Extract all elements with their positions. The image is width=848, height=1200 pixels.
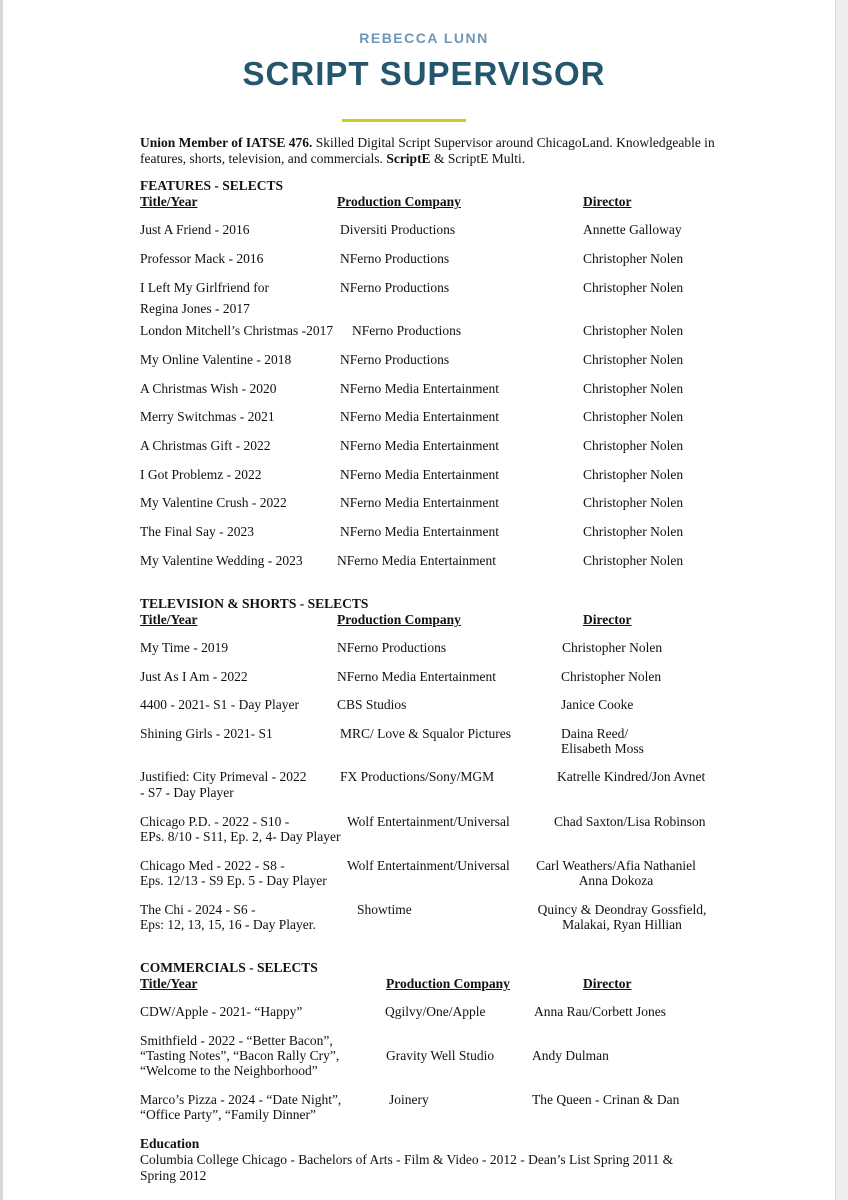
row-company: NFerno Media Entertainment [340, 381, 499, 396]
row-director: Christopher Nolen [583, 251, 684, 266]
row-director-line2: Elisabeth Moss [561, 741, 644, 756]
row-title-line2: - S7 - Day Player [140, 785, 234, 800]
row-title: Justified: City Primeval - 2022 [140, 769, 307, 784]
television-col-title: Title/Year [140, 612, 198, 627]
row-title-line2: Eps: 12, 13, 15, 16 - Day Player. [140, 917, 316, 932]
row-title: My Valentine Crush - 2022 [140, 495, 287, 510]
row-director: Christopher Nolen [562, 640, 663, 655]
job-title: SCRIPT SUPERVISOR [242, 55, 606, 92]
intro-text-b: & ScriptE Multi. [430, 151, 526, 166]
row-title: My Valentine Wedding - 2023 [140, 553, 303, 568]
features-col-director: Director [583, 194, 632, 209]
row-company: CBS Studios [337, 697, 407, 712]
row-director: Christopher Nolen [583, 467, 684, 482]
row-title: Just As I Am - 2022 [140, 669, 248, 684]
row-director: Christopher Nolen [583, 495, 684, 510]
row-director: Chad Saxton/Lisa Robinson [554, 814, 706, 829]
row-title-line2: EPs. 8/10 - S11, Ep. 2, 4- Day Player [140, 829, 341, 844]
features-col-company: Production Company [337, 194, 461, 209]
row-director: Christopher Nolen [583, 438, 684, 453]
row-title: My Online Valentine - 2018 [140, 352, 292, 367]
television-col-director: Director [583, 612, 632, 627]
row-director: Andy Dulman [532, 1048, 609, 1063]
commercials-col-director: Director [583, 976, 632, 991]
row-company: NFerno Productions [337, 640, 447, 655]
row-director: Carl Weathers/Afia Nathaniel [536, 858, 696, 873]
row-company: NFerno Media Entertainment [340, 409, 499, 424]
row-company: NFerno Productions [340, 280, 450, 295]
row-company: Showtime [357, 902, 412, 917]
row-company: NFerno Media Entertainment [340, 524, 499, 539]
row-title-line2: Eps. 12/13 - S9 Ep. 5 - Day Player [140, 873, 327, 888]
commercials-col-company: Production Company [386, 976, 510, 991]
page-edge-left [0, 0, 3, 1200]
row-director-line2: Anna Dokoza [578, 873, 654, 888]
row-title: Shining Girls - 2021- S1 [140, 726, 273, 741]
row-title: Merry Switchmas - 2021 [140, 409, 275, 424]
row-title-line2: “Tasting Notes”, “Bacon Rally Cry”, [140, 1048, 340, 1063]
row-director: Christopher Nolen [583, 323, 684, 338]
television-heading: TELEVISION & SHORTS - SELECTS [140, 596, 369, 611]
row-title: A Christmas Gift - 2022 [140, 438, 271, 453]
row-director: Annette Galloway [583, 222, 682, 237]
education-heading: Education [140, 1136, 200, 1151]
row-company: Joinery [389, 1092, 429, 1107]
row-title: The Final Say - 2023 [140, 524, 254, 539]
row-company: NFerno Media Entertainment [340, 467, 499, 482]
row-director: Christopher Nolen [561, 669, 662, 684]
row-title: The Chi - 2024 - S6 - [140, 902, 256, 917]
row-director: Christopher Nolen [583, 381, 684, 396]
row-title: I Got Problemz - 2022 [140, 467, 262, 482]
row-company: NFerno Productions [340, 352, 450, 367]
commercials-col-title: Title/Year [140, 976, 198, 991]
row-title: Marco’s Pizza - 2024 - “Date Night”, [140, 1092, 342, 1107]
candidate-name: REBECCA LUNN [359, 30, 489, 46]
row-title: I Left My Girlfriend for [140, 280, 269, 295]
row-title: Professor Mack - 2016 [140, 251, 264, 266]
page-edge-right [835, 0, 848, 1200]
row-company: Qgilvy/One/Apple [385, 1004, 486, 1019]
row-title: Chicago Med - 2022 - S8 - [140, 858, 285, 873]
row-title: My Time - 2019 [140, 640, 229, 655]
row-director: Christopher Nolen [583, 352, 684, 367]
row-company: NFerno Media Entertainment [340, 495, 499, 510]
television-col-company: Production Company [337, 612, 461, 627]
row-company: NFerno Media Entertainment [340, 438, 499, 453]
row-director: Christopher Nolen [583, 409, 684, 424]
intro-bold-lead: Union Member of IATSE 476. [140, 135, 313, 150]
row-company: FX Productions/Sony/MGM [340, 769, 495, 784]
row-director: The Queen - Crinan & Dan [532, 1092, 680, 1107]
features-col-title: Title/Year [140, 194, 198, 209]
row-title: Smithfield - 2022 - “Better Bacon”, [140, 1033, 333, 1048]
row-company: NFerno Productions [340, 251, 450, 266]
commercials-heading: COMMERCIALS - SELECTS [140, 960, 318, 975]
row-director-line2: Malakai, Ryan Hillian [562, 917, 682, 932]
row-director: Christopher Nolen [583, 280, 684, 295]
row-title: A Christmas Wish - 2020 [140, 381, 277, 396]
row-director: Anna Rau/Corbett Jones [534, 1004, 666, 1019]
row-company: Wolf Entertainment/Universal [347, 814, 510, 829]
intro-bold-scripte: ScriptE [386, 151, 431, 166]
intro-paragraph [140, 135, 740, 167]
row-company: NFerno Media Entertainment [337, 553, 496, 568]
row-company: NFerno Productions [352, 323, 462, 338]
row-company: Diversiti Productions [340, 222, 456, 237]
row-director: Christopher Nolen [583, 524, 684, 539]
features-heading: FEATURES - SELECTS [140, 178, 284, 193]
row-company: Gravity Well Studio [386, 1048, 495, 1063]
row-company: MRC/ Love & Squalor Pictures [340, 726, 511, 741]
row-title: Chicago P.D. - 2022 - S10 - [140, 814, 290, 829]
education-text: Columbia College Chicago - Bachelors of Arts - Film & Video - 2012 - Dean’s List Spring 2011 & Spring 2012 [140, 1152, 674, 1183]
row-director: Janice Cooke [561, 697, 634, 712]
accent-divider [342, 119, 466, 122]
row-director: Christopher Nolen [583, 553, 684, 568]
row-title-line3: “Welcome to the Neighborhood” [140, 1063, 318, 1078]
row-title: CDW/Apple - 2021- “Happy” [140, 1004, 303, 1019]
row-company: NFerno Media Entertainment [337, 669, 496, 684]
row-title-line2: “Office Party”, “Family Dinner” [140, 1107, 316, 1122]
row-director: Katrelle Kindred/Jon Avnet [557, 769, 706, 784]
row-director: Quincy & Deondray Gossfield, [537, 902, 707, 917]
row-director: Daina Reed/ [561, 726, 629, 741]
intro-text-a: Skilled Digital Script Supervisor around ChicagoLand. Knowledgeable in features, shorts, television, and commercials. [140, 135, 715, 166]
row-title: Just A Friend - 2016 [140, 222, 250, 237]
row-title-line2: Regina Jones - 2017 [140, 301, 250, 316]
row-company: Wolf Entertainment/Universal [347, 858, 510, 873]
row-title: 4400 - 2021- S1 - Day Player [140, 697, 299, 712]
row-title: London Mitchell’s Christmas -2017 [140, 323, 334, 338]
